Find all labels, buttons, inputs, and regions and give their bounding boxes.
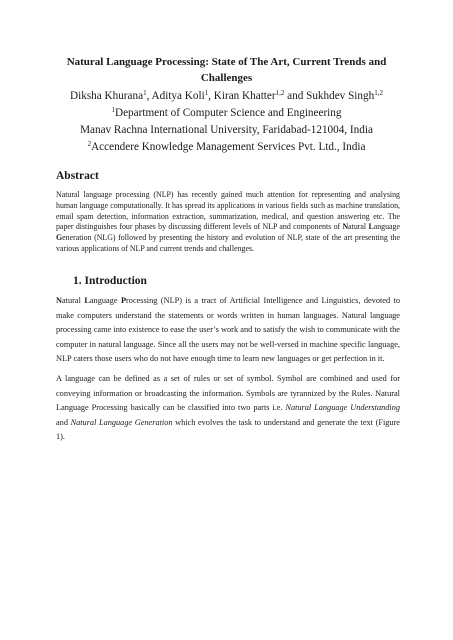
author-affiliation-mark: 1 bbox=[204, 89, 209, 97]
author-affiliation-mark: 1,2 bbox=[374, 89, 383, 97]
author-name: Sukhdev Singh bbox=[306, 90, 375, 102]
author-separator: , bbox=[146, 90, 152, 102]
acronym-letter: L bbox=[368, 222, 374, 232]
affiliation-1-address: Manav Rachna International University, Faridabad-121004, India bbox=[80, 124, 373, 136]
abstract-text: anguage bbox=[373, 222, 400, 232]
introduction-paragraph-1 bbox=[56, 294, 400, 367]
abstract-text: atural bbox=[348, 222, 369, 232]
author-name: Diksha Khurana bbox=[70, 90, 144, 102]
author-list bbox=[30, 88, 423, 105]
paragraph-text: rocessing bbox=[126, 296, 158, 305]
abstract-text: (NLG) followed by presenting the history and evolution of NLP, state of the art presenting the various applications of NLP and current trends and challenges. bbox=[56, 233, 400, 253]
acronym-letter: N bbox=[342, 222, 349, 232]
author-affiliation-mark: 1,2 bbox=[275, 89, 285, 97]
affiliation-2 bbox=[30, 139, 423, 156]
author-separator: and bbox=[284, 90, 307, 102]
paragraph-text: and bbox=[56, 417, 71, 427]
affiliation-1 bbox=[30, 105, 423, 122]
term-nlu: Natural Language Understanding bbox=[285, 403, 401, 412]
acronym-letter: P bbox=[120, 296, 127, 305]
abstract-body bbox=[56, 190, 400, 255]
paragraph-text: which evolves the task to understand and generate the text (Figure 1). bbox=[56, 417, 400, 441]
acronym-letter: L bbox=[84, 296, 90, 305]
author-separator: , bbox=[208, 90, 214, 102]
author-name: Aditya Koli bbox=[151, 90, 205, 102]
abstract-text: Natural language processing (NLP) has recently gained much attention for representing and analysing human language computationally. It has spread its applications in various fields such as machine translation, email spam detection, information extraction, summarization, medical, and question answering etc. The paper distinguishes four phases by discussing different levels of NLP and components of bbox=[56, 190, 400, 232]
affiliation-company: Accendere Knowledge Management Services Pvt. Ltd., India bbox=[91, 141, 366, 153]
acronym-letter: G bbox=[56, 233, 63, 243]
author-block bbox=[30, 88, 423, 156]
section-heading-introduction: 1. Introduction bbox=[73, 275, 147, 287]
paper-title: Natural Language Processing: State of The Art, Current Trends and Challenges bbox=[66, 56, 387, 84]
abstract-text: eneration bbox=[62, 233, 92, 243]
author-name: Kiran Khatter bbox=[213, 90, 276, 102]
author-affiliation-mark: 1 bbox=[143, 89, 147, 97]
abstract-heading: Abstract bbox=[56, 170, 99, 182]
affiliation-mark: 2 bbox=[87, 140, 92, 148]
introduction-paragraph-2 bbox=[56, 372, 400, 445]
acronym-letter: N bbox=[56, 296, 62, 305]
affiliation-mark: 1 bbox=[111, 106, 115, 114]
term-nlg: Natural Language Generation bbox=[70, 417, 173, 427]
affiliation-department: Department of Computer Science and Engineering bbox=[115, 107, 342, 119]
paragraph-text: atural bbox=[62, 296, 85, 305]
paragraph-text: anguage bbox=[89, 296, 121, 305]
paragraph-text: A language can be defined as a set of rules or set of symbol. Symbol are combined and used for conveying information or broadcasting the information. Symbols are tyrannized by the Rules. Natural Language Processing basically can be classified into two parts i.e. bbox=[56, 374, 400, 412]
paragraph-text: (NLP) is a tract of Artificial Intelligence and Linguistics, devoted to make computers understand the statements or words written in human languages. Natural language processing came into existence to ease the user’s work and to satisfy the wish to communicate with the computer in natural language. Since all the users may not be well-versed in machine specific language, NLP caters those users who do not have enough time to learn new languages or get perfection in it. bbox=[56, 296, 400, 363]
